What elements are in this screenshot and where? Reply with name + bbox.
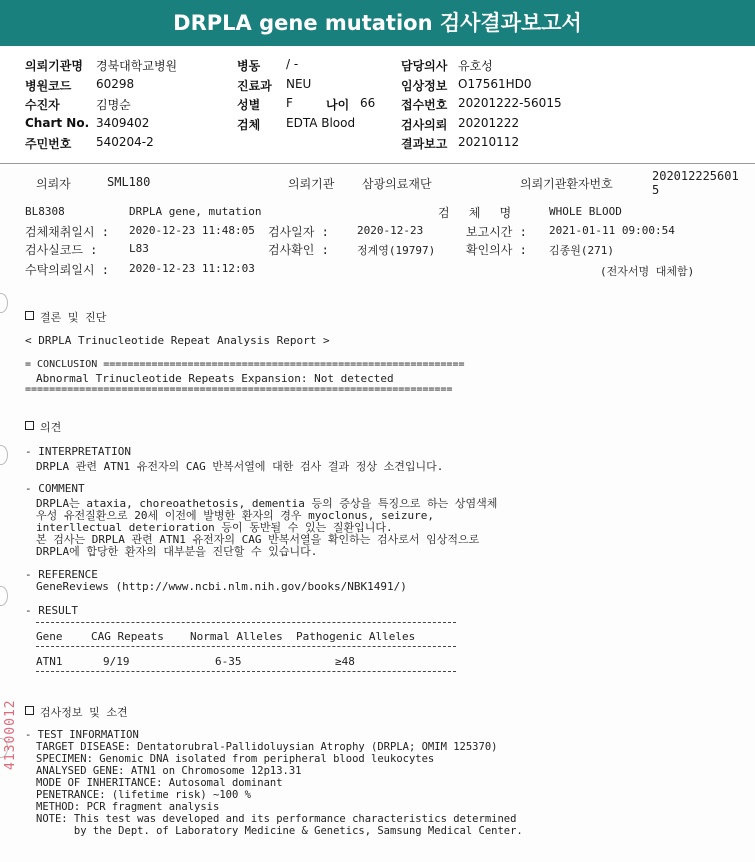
specimen-value: WHOLE BLOOD — [549, 205, 622, 218]
department: NEU — [286, 77, 312, 91]
table-rule — [36, 671, 456, 672]
result-col-gene: Gene — [36, 630, 63, 643]
clinical-info: O17561HD0 — [458, 77, 532, 91]
report-time-label: 보고시간 : — [466, 225, 527, 239]
conclusion-text: Abnormal Trinucleotide Repeats Expansion: Not detected — [36, 372, 394, 385]
test-name: DRPLA gene, mutation — [129, 205, 262, 218]
result-cell-normal: 6-35 — [215, 655, 242, 668]
request-date: 20201222 — [458, 116, 520, 130]
org-label: 의뢰기관 — [288, 177, 335, 191]
header-label: 임상정보 — [401, 79, 448, 93]
header-label: 성별 — [237, 98, 261, 112]
doctor-value: 김종원(271) — [549, 244, 614, 257]
header-label: Chart No. — [25, 116, 90, 130]
result-cell-cag: 9/19 — [103, 655, 130, 668]
report-time-value: 2021-01-11 09:00:54 — [549, 224, 675, 237]
header-label: 검사의뢰 — [401, 118, 448, 132]
info-line: PENETRANCE: (lifetime risk) ~100 % — [36, 789, 251, 801]
header-label: 나이 — [326, 98, 350, 112]
header-label: 주민번호 — [25, 137, 72, 151]
collect-value: 2020-12-23 11:48:05 — [129, 224, 255, 237]
accession-number: 20201222-56015 — [458, 96, 562, 110]
interpretation-head: - INTERPRETATION — [25, 445, 131, 458]
divider — [0, 163, 755, 164]
square-bullet-icon — [25, 311, 34, 320]
ward: / - — [286, 57, 299, 71]
conclusion-rule: ======================================================================= — [25, 384, 453, 395]
table-rule — [36, 622, 456, 623]
requester-label: 의뢰자 — [36, 177, 71, 191]
test-code: BL8308 — [25, 205, 65, 218]
report-subtitle: < DRPLA Trinucleotide Repeat Analysis Report > — [25, 334, 330, 347]
header-label: 접수번호 — [401, 98, 448, 112]
patient-no-value: 202012225601 — [652, 169, 739, 183]
header-label: 병원코드 — [25, 79, 72, 93]
doctor-label: 확인의사 : — [466, 243, 527, 257]
test-date-label: 검사일자 : — [268, 225, 329, 239]
result-col-normal: Normal Alleles — [190, 630, 283, 643]
comment-head: - COMMENT — [25, 482, 85, 495]
section-test-info: 검사정보 및 소견 — [25, 704, 128, 720]
confirm-label: 검사확인 : — [268, 243, 329, 257]
header-label: 담당의사 — [401, 59, 448, 73]
comment-line: interllectual deterioration 등이 동반될 수 있는 질환입니다. — [36, 521, 393, 534]
info-line: TARGET DISEASE: Dentatorubral-Pallidoluysian Atrophy (DRPLA; OMIM 125370) — [36, 741, 498, 753]
requester-value: SML180 — [107, 175, 151, 189]
info-line: NOTE: This test was developed and its performance characteristics determined — [36, 813, 517, 825]
header-label: 결과보고 — [401, 137, 448, 151]
header-row: 의뢰기관명 — [25, 59, 83, 73]
reference-head: - REFERENCE — [25, 568, 98, 581]
report-date: 20210112 — [458, 135, 520, 149]
specimen: EDTA Blood — [286, 116, 356, 130]
result-head: - RESULT — [25, 604, 78, 617]
org-value: 삼광의료재단 — [362, 177, 432, 191]
chart-number: 3409402 — [96, 116, 150, 130]
lab-code-label: 검사실코드 : — [25, 243, 98, 257]
esign-note: (전자서명 대체함) — [600, 265, 695, 278]
header-label: 진료과 — [237, 79, 272, 93]
table-rule — [36, 646, 456, 647]
result-cell-pathogenic: ≥48 — [335, 655, 355, 668]
resident-number: 540204-2 — [96, 135, 154, 149]
header-label: 병동 — [237, 59, 261, 73]
report-title: DRPLA gene mutation 검사결과보고서 — [0, 0, 755, 46]
attending-doctor: 유호성 — [458, 59, 493, 73]
header-label: 수진자 — [25, 98, 60, 112]
result-col-cag: CAG Repeats — [91, 630, 164, 643]
comment-line: DRPLA는 ataxia, choreoathetosis, dementia 등의 증상을 특징으로 하는 상염색체 — [36, 497, 498, 510]
hospital-name: 경북대학교병원 — [96, 59, 178, 73]
info-line: MODE OF INHERITANCE: Autosomal dominant — [36, 777, 283, 789]
result-col-pathogenic: Pathogenic Alleles — [296, 630, 416, 643]
header-label: 검체 — [237, 118, 261, 132]
sex: F — [286, 96, 293, 110]
receive-value: 2020-12-23 11:12:03 — [129, 262, 255, 275]
info-line: - TEST INFORMATION — [25, 729, 139, 741]
square-bullet-icon — [25, 706, 34, 715]
info-line: ANALYSED GENE: ATN1 on Chromosome 12p13.31 — [36, 765, 302, 777]
conclusion-head: = CONCLUSION ============================================================ — [25, 359, 465, 370]
section-conclusion: 결론 및 진단 — [25, 309, 106, 325]
patient-name: 김명순 — [96, 98, 131, 112]
section-opinion: 의견 — [25, 419, 61, 435]
collect-label: 검체채취일시 : — [25, 225, 110, 239]
side-stamp-number: 41300012 — [3, 699, 18, 770]
receive-label: 수탁의뢰일시 : — [25, 263, 110, 277]
comment-line: DRPLA에 합당한 환자의 대부분을 진단할 수 있습니다. — [36, 545, 318, 558]
hospital-code: 60298 — [96, 77, 135, 91]
comment-line: 우성 유전질환으로 20세 이전에 발병한 환자의 경우 myoclonus, seizure, — [36, 509, 434, 522]
result-cell-gene: ATN1 — [36, 655, 63, 668]
info-line: by the Dept. of Laboratory Medicine & Genetics, Samsung Medical Center. — [36, 825, 523, 837]
confirm-value: 정계영(19797) — [357, 244, 436, 257]
square-bullet-icon — [25, 421, 34, 430]
patient-no-label: 의뢰기관환자번호 — [520, 177, 613, 191]
info-line: METHOD: PCR fragment analysis — [36, 801, 220, 813]
test-date-value: 2020-12-23 — [357, 224, 424, 237]
patient-no-value-2: 5 — [652, 183, 660, 197]
info-line: SPECIMEN: Genomic DNA isolated from peripheral blood leukocytes — [36, 753, 435, 765]
specimen-label: 검 체 명 — [438, 206, 518, 220]
reference-text: GeneReviews (http://www.ncbi.nlm.nih.gov/books/NBK1491/) — [36, 580, 407, 593]
lab-code-value: L83 — [129, 242, 149, 255]
comment-line: 본 검사는 DRPLA 관련 ATN1 유전자의 CAG 반복서열을 확인하는 검사로서 임상적으로 — [36, 533, 480, 546]
interpretation-text: DRPLA 관련 ATN1 유전자의 CAG 반복서열에 대한 검사 결과 정상 소견입니다. — [36, 460, 444, 473]
age: 66 — [360, 96, 376, 110]
